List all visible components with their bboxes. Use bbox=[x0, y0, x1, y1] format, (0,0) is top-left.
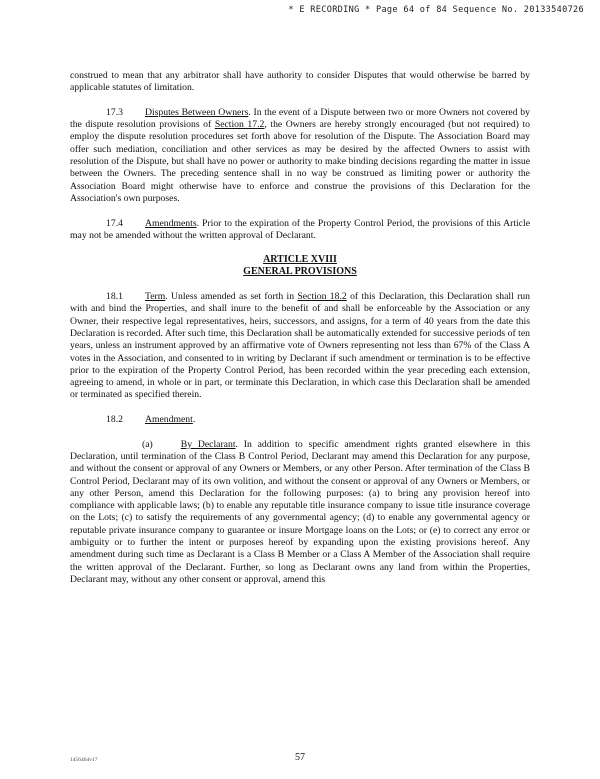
document-id: 1456464v17 bbox=[70, 757, 98, 763]
section-title: Amendments bbox=[144, 217, 197, 229]
section-number: 18.2 bbox=[106, 414, 123, 426]
subsection-title: By Declarant bbox=[180, 438, 236, 450]
section-title: Term bbox=[144, 291, 166, 303]
section-number: 17.3 bbox=[106, 106, 123, 118]
article-heading bbox=[70, 254, 530, 279]
section-suffix: . bbox=[192, 414, 196, 426]
document-body bbox=[70, 70, 530, 586]
recording-header: * E RECORDING * Page 64 of 84 Sequence No. 20133540726 bbox=[288, 5, 584, 15]
section-reference: Section 18.2 bbox=[297, 291, 347, 303]
section-number: 18.1 bbox=[106, 291, 123, 303]
section-17-4 bbox=[70, 218, 530, 243]
subsection-text: . In addition to specific amendment rights granted elsewhere in this Declaration, until termination of the Class B Control Period, Declarant may amend this Declaration for any purpose, and without the consent or approval of any Owners or Members, or any other Person. After termination of the Class B Control Period, Declarant may of its own volition, and without the consent or approval of any Owners or Members, or any other Person, amend this Declaration for the following purposes: (a) to bring any provision hereof into compliance with applicable laws; (b) to enable any reputable title insurance company to issue title insurance coverage on the Lots; (c) to satisfy the requirements of any governmental agency; (d) to enable any governmental agency or reputable private insurance company to guarantee or insure Mortgage loans on the Lots; or (e) to correct any error or ambiguity or to further the intent or purposes hereof by expanding upon the existing provisions hereof. Any amendment during such time as Declarant is a Class B Member or a Class A Member of the Association shall require the written approval of the Declarant. Further, so long as Declarant owns any land from within the Properties, Declarant may, without any other consent or approval, amend this bbox=[70, 438, 531, 585]
section-text: . Prior to the expiration of the Property Control Period, the provisions of this Article may not be amended without the written approval of Declarant. bbox=[70, 217, 530, 241]
section-18-1 bbox=[70, 291, 530, 402]
paragraph-continuation: construed to mean that any arbitrator shall have authority to consider Disputes that would otherwise be barred by applicable statutes of limitation. bbox=[70, 70, 530, 94]
section-text: . Unless amended as set forth in bbox=[165, 291, 298, 303]
section-text: of this Declaration, this Declaration shall run with and bind the Properties, and shall inure to the benefit of and shall be enforceable by the Association or any Owner, their respective legal representatives, heirs, successors, and assigns, for a term of 40 years from the date this Declaration is recorded. After such time, this Declaration shall be automatically extended for successive periods of ten years, unless an instrument approved by an affirmative vote of Owners representing not less than 67% of the Class A votes in the Association, and consented to in writing by Declarant if such amendment or termination is to be effective prior to the expiration of the Property Control Period, has been recorded within the year preceding each extension, agreeing to amend, in whole or in part, or terminate this Declaration, in which case this Declaration shall be amended or terminated as specified therein. bbox=[70, 291, 530, 401]
section-text: . In the event of a Dispute between two or more Owners not covered by the dispute resolution provisions of bbox=[70, 106, 530, 131]
section-title: Disputes Between Owners bbox=[144, 106, 249, 118]
subsection-label: (a) bbox=[142, 438, 153, 450]
article-title: GENERAL PROVISIONS bbox=[243, 266, 357, 278]
page-number: 57 bbox=[295, 752, 305, 763]
section-title: Amendment bbox=[144, 414, 193, 426]
section-18-2-a bbox=[70, 439, 530, 587]
section-18-2 bbox=[70, 414, 530, 426]
article-number: ARTICLE XVIII bbox=[263, 254, 337, 266]
section-reference: Section 17.2 bbox=[214, 119, 265, 131]
section-number: 17.4 bbox=[106, 217, 123, 229]
section-text: , the Owners are hereby strongly encouraged (but not required) to employ the dispute resolution procedures set forth above for resolution of the Dispute. The Association Board may offer such mediation, conciliation and other services as may be desired by the affected Owners to assist with resolution of the Dispute, but shall have no power or authority to make binding decisions regarding the matter in issue between the Owners. The preceding sentence shall in no way be construed as limiting power or authority the Association Board might otherwise have to enforce and construe the provisions of this Declaration for the Association's own purposes. bbox=[70, 119, 530, 204]
section-17-3 bbox=[70, 107, 530, 205]
